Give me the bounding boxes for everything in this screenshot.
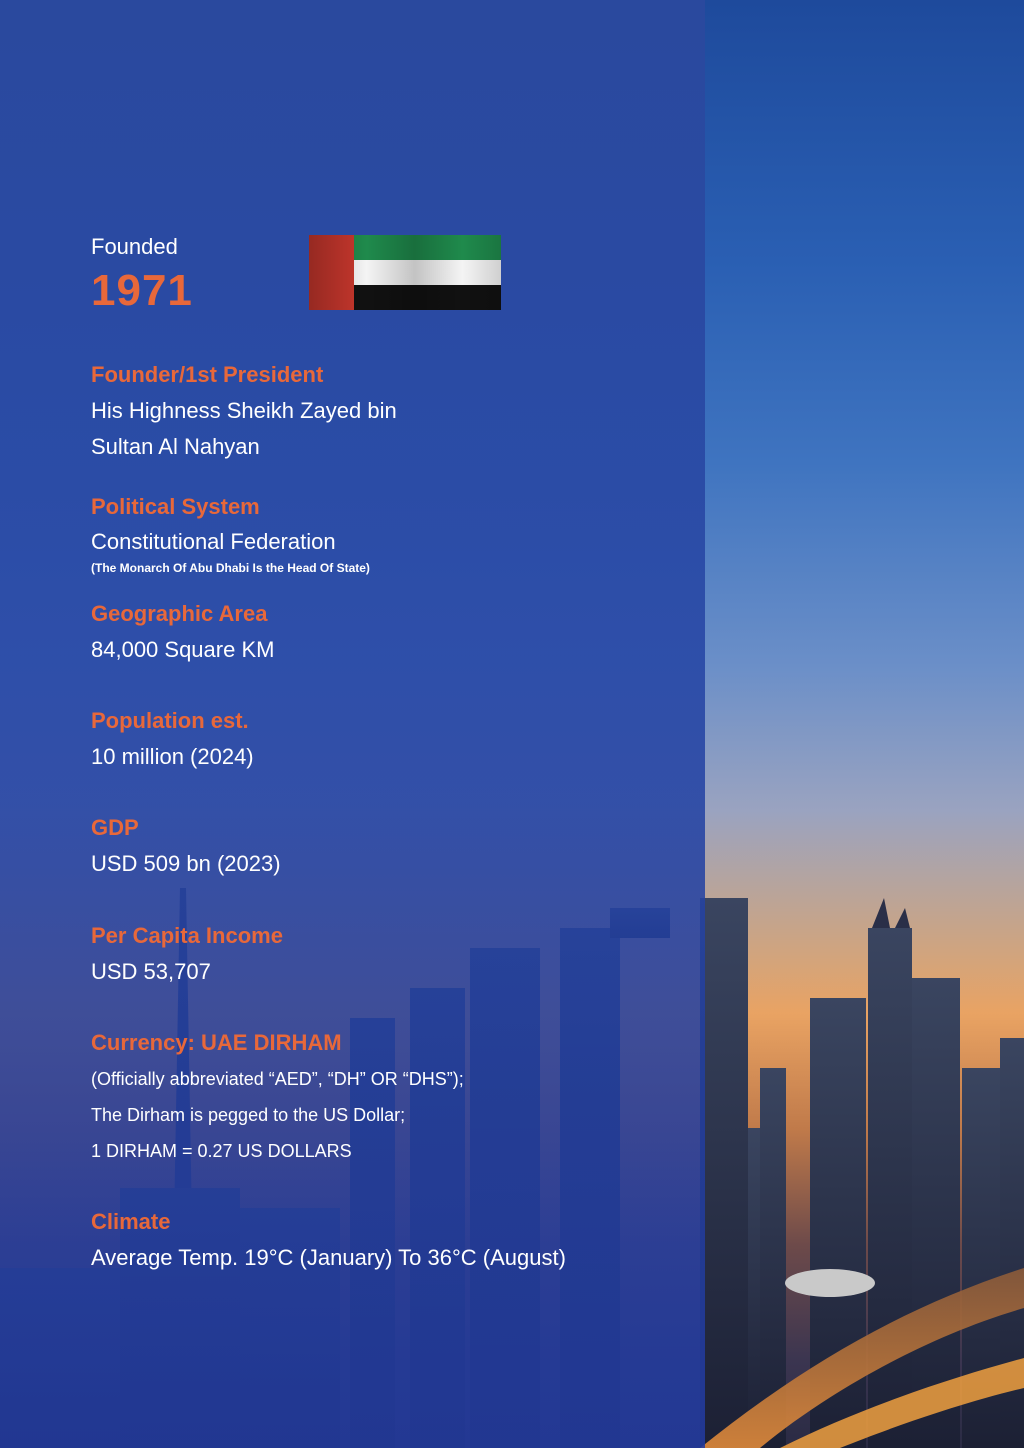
founded-label: Founded xyxy=(91,234,178,259)
political-system-value: Constitutional Federation xyxy=(91,529,336,554)
gdp-label: GDP xyxy=(91,815,139,840)
geographic-area-label: Geographic Area xyxy=(91,601,268,626)
population-label: Population est. xyxy=(91,708,249,733)
gdp-value: USD 509 bn (2023) xyxy=(91,851,281,876)
founder-label: Founder/1st President xyxy=(91,362,324,387)
political-system-note: (The Monarch Of Abu Dhabi Is the Head Of State) xyxy=(91,561,370,575)
climate-label: Climate xyxy=(91,1209,171,1234)
currency-line-1: (Officially abbreviated “AED”, “DH” OR “DHS”); xyxy=(91,1069,464,1089)
population-value: 10 million (2024) xyxy=(91,744,254,769)
currency-label: Currency: UAE DIRHAM xyxy=(91,1030,342,1055)
per-capita-label: Per Capita Income xyxy=(91,923,283,948)
geographic-area-value: 84,000 Square KM xyxy=(91,637,275,662)
per-capita-value: USD 53,707 xyxy=(91,959,211,984)
founder-line-2: Sultan Al Nahyan xyxy=(91,434,260,459)
climate-value: Average Temp. 19°C (January) To 36°C (August) xyxy=(91,1245,566,1270)
political-system-label: Political System xyxy=(91,494,260,519)
founded-year: 1971 xyxy=(91,266,193,315)
currency-line-2: The Dirham is pegged to the US Dollar; xyxy=(91,1105,406,1125)
founder-line-1: His Highness Sheikh Zayed bin xyxy=(91,398,397,423)
uae-flag-icon xyxy=(309,235,501,310)
currency-line-3: 1 DIRHAM = 0.27 US DOLLARS xyxy=(91,1141,352,1161)
